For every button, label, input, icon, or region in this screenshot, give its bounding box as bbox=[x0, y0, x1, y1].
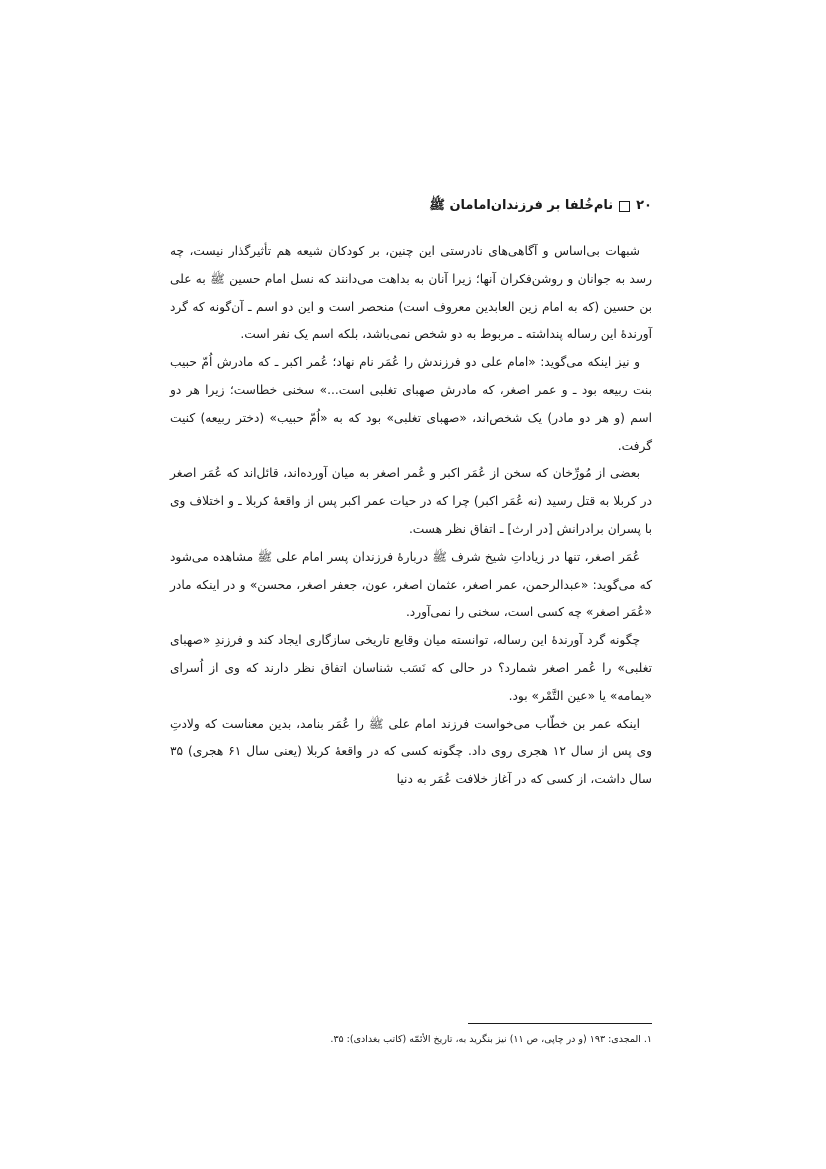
footnote: ۱. المجدی: ۱۹۳ (و در چاپی، ص ۱۱) نیز بنگرید به، تاریخ الأئمّه (کاتب بغدادی): ۳۵. bbox=[330, 1034, 652, 1045]
paragraph-1: شبهات بی‌اساس و آگاهی‌های نادرستی این چنین، بر کودکان شیعه هم تأثیرگذار نیست، چه رسد به جوانان و روشن‌فکران آنها؛ زیرا آنان به بداهت می‌دانند که نسل امام حسین ﷺ به علی بن حسین (که به امام زین العابدین معروف است) منحصر است و این دو اسم ـ آن‌گونه که گرد آورندهٔ این رساله پنداشته ـ مربوط به دو شخص نمی‌باشد، بلکه اسم یک نفر است. bbox=[170, 244, 652, 342]
running-title: نام‌خُلفا بر فرزندان‌امامان ﷺ bbox=[429, 198, 614, 213]
paragraph-6: اینکه عمر بن خطّاب می‌خواست فرزند امام علی ﷺ را عُمَر بنامد، بدین معناست که ولادتِ وی پس از سال ۱۲ هجری روی داد. چگونه کسی که در واقعهٔ کربلا (یعنی سال ۶۱ هجری) ۳۵ سال داشت، از کسی که در آغاز خلافت عُمَر به دنیا bbox=[170, 716, 652, 787]
paragraph-5: چگونه گرد آورندهٔ این رساله، توانسته میان وقایع تاریخی سازگاری ایجاد کند و فرزندِ «صهبای تغلبی» را عُمر اصغر شمارد؟ در حالی که نَسَب شناسان اتفاق نظر دارند که وی از اُسرای «یمامه» یا «عین التَّمْر» بود. bbox=[170, 633, 652, 703]
paragraph-4: عُمَر اصغر، تنها در زیاداتِ شیخ شرف ﷺ دربارهٔ فرزندان پسر امام علی ﷺ مشاهده می‌شود که می‌گوید: «عبدالرحمن، عمر اصغر، عثمان اصغر، عون، جعفر اصغر، محسن» و در اینکه مادر «عُمَر اصغر» چه کسی است، سخنی را نمی‌آورد. bbox=[170, 549, 652, 620]
square-icon bbox=[619, 201, 630, 212]
main-text bbox=[170, 238, 652, 794]
running-header bbox=[170, 196, 652, 216]
footnote-divider bbox=[468, 1023, 652, 1024]
paragraph-2: و نیز اینکه می‌گوید: «امام علی دو فرزندش را عُمَر نام نهاد؛ عُمر اکبر ـ که مادرش اُمّ حبیب بنت ربیعه بود ـ و عمر اصغر، که مادرش صهبای تغلبی است...» سخنی خطاست؛ زیرا هر دو اسم (و هر دو مادر) یک شخص‌اند، «صهبای تغلبی» بود که به «اُمّ حبیب» (دختر ربیعه) کنیت گرفت. bbox=[170, 355, 652, 453]
paragraph-3: بعضی از مُورِّخان که سخن از عُمَر اکبر و عُمر اصغر به میان آورده‌اند، قائل‌اند که عُمَر اصغر در کربلا به قتل رسید (نه عُمَر اکبر) چرا که در حیات عمر اکبر پس از واقعهٔ کربلا ـ و اختلاف وی با پسران برادرانش [در ارث] ـ اتفاق نظر هست. bbox=[170, 466, 652, 536]
page-number: ۲۰ bbox=[636, 198, 652, 213]
